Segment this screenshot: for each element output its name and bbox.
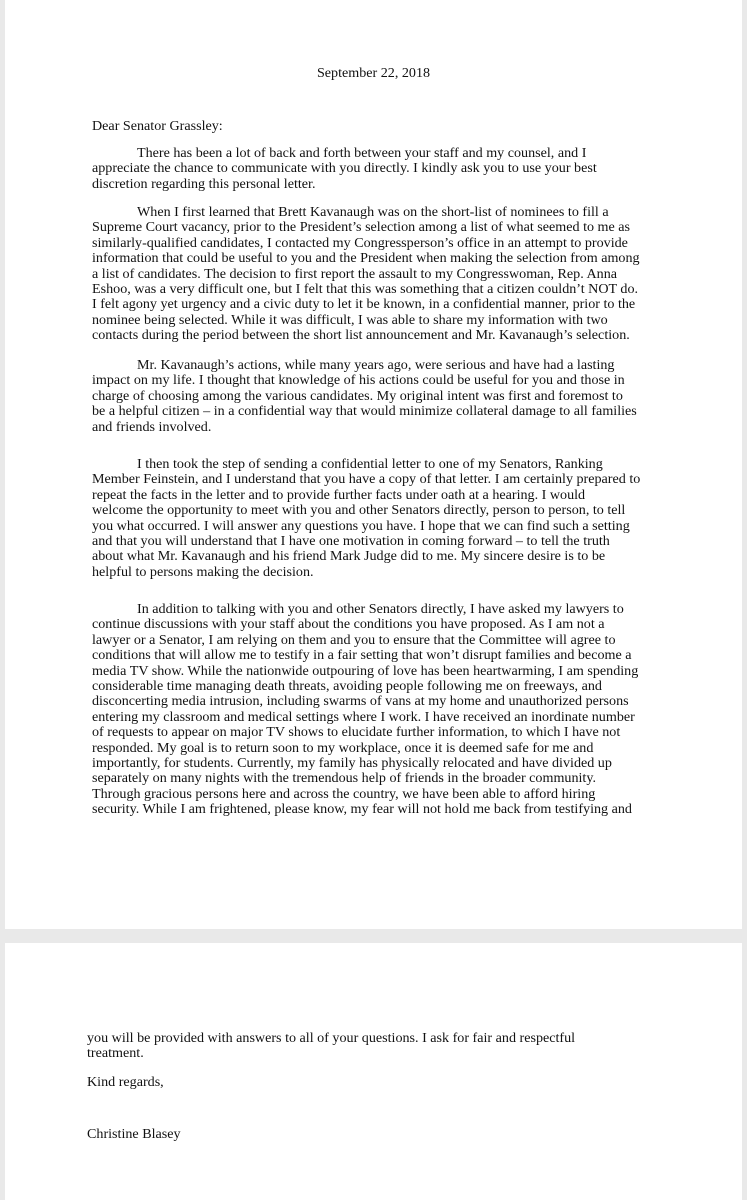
paragraph-line: There has been a lot of back and forth between your staff and my counsel, and I [137, 145, 587, 161]
salutation: Dear Senator Grassley: [92, 118, 223, 134]
paragraph-line: and friends involved. [92, 418, 212, 435]
paragraph-line: you what occurred. I will answer any questions you have. I hope that we can find such a setting [92, 517, 630, 534]
paragraph-line: security. While I am frightened, please know, my fear will not hold me back from testifying and [92, 801, 632, 818]
paragraph-line: disconcerting media intrusion, including swarms of vans at my home and unauthorized persons [92, 693, 629, 710]
paragraph-line: treatment. [87, 1045, 144, 1062]
paragraph-line: When I first learned that Brett Kavanaugh was on the short-list of nominees to fill a [137, 204, 609, 220]
paragraph-line: I felt agony yet urgency and a civic duty to let it be known, in a confidential manner, prior to the [92, 296, 636, 313]
paragraph-line: contacts during the period between the short list announcement and Mr. Kavanaugh’s selection. [92, 327, 630, 344]
paragraph-line: Supreme Court vacancy, prior to the President’s selection among a list of what seemed to me as [92, 219, 631, 236]
paragraph-line: conditions that will allow me to testify in a fair setting that won’t disrupt families and become a [92, 647, 632, 664]
letter-page-1 [5, 0, 742, 929]
paragraph-line: considerable time managing death threats, avoiding people following me on freeways, and [92, 678, 602, 695]
paragraph-line: information that could be useful to you and the President when making the selection from among [92, 250, 640, 267]
letter-page-2 [5, 943, 742, 1200]
paragraph-line: and that you will understand that I have one motivation in coming forward – to tell the truth [92, 533, 610, 550]
paragraph-4 [92, 457, 664, 580]
paragraph-line: responded. My goal is to return soon to my workplace, once it is deemed safe for me and [92, 739, 594, 756]
paragraph-line: I then took the step of sending a confidential letter to one of my Senators, Ranking [137, 456, 603, 472]
paragraph-line: nominee being selected. While it was difficult, I was able to share my information with two [92, 311, 608, 328]
paragraph-5 [92, 602, 664, 818]
paragraph-line: Eshoo, was a very difficult one, but I felt that this was something that a citizen couldn’t NOT do. [92, 281, 639, 298]
signature: Christine Blasey [87, 1126, 181, 1142]
paragraph-line: continue discussions with your staff about the conditions you have proposed. As I am not a [92, 616, 605, 633]
closing: Kind regards, [87, 1074, 164, 1090]
paragraph-line: separately on many nights with the tremendous help of friends in the broader community. [92, 770, 596, 787]
paragraph-line: helpful to persons making the decision. [92, 563, 314, 580]
paragraph-line: media TV show. While the nationwide outpouring of love has been heartwarming, I am spending [92, 662, 639, 679]
paragraph-line: impact on my life. I thought that knowledge of his actions could be useful for you and those in [92, 372, 625, 389]
paragraph-line: be a helpful citizen – in a confidential way that would minimize collateral damage to all families [92, 403, 637, 420]
paragraph-line: Through gracious persons here and across the country, we have been able to afford hiring [92, 785, 596, 802]
paragraph-line: welcome the opportunity to meet with you and other Senators directly, person to person, to tell [92, 502, 626, 519]
paragraph-line: a list of candidates. The decision to first report the assault to my Congresswoman, Rep. Anna [92, 265, 618, 282]
paragraph-line: of requests to appear on major TV shows to elucidate further information, to which I have not [92, 724, 621, 741]
paragraph-line: appreciate the chance to communicate with you directly. I kindly ask you to use your best [92, 160, 597, 177]
paragraph-line: similarly-qualified candidates, I contacted my Congressperson’s office in an attempt to provide [92, 234, 628, 251]
paragraph-line: Member Feinstein, and I understand that you have a copy of that letter. I am certainly prepared to [92, 471, 641, 488]
paragraph-line: charge of choosing among the various candidates. My original intent was first and foremost to [92, 387, 623, 404]
paragraph-line: In addition to talking with you and other Senators directly, I have asked my lawyers to [137, 601, 624, 617]
paragraph-line: about what Mr. Kavanaugh and his friend Mark Judge did to me. My sincere desire is to be [92, 548, 606, 565]
paragraph-line: you will be provided with answers to all of your questions. I ask for fair and respectful [87, 1030, 576, 1046]
paragraph-2 [92, 205, 664, 344]
paragraph-1 [92, 146, 664, 192]
paragraph-line: Mr. Kavanaugh’s actions, while many years ago, were serious and have had a lasting [137, 357, 615, 373]
paragraph-line: lawyer or a Senator, I am relying on them and you to ensure that the Committee will agree to [92, 631, 616, 648]
paragraph-line: entering my classroom and medical settings where I work. I have received an inordinate number [92, 708, 635, 725]
paragraph-line: importantly, for students. Currently, my family has physically relocated and have divided up [92, 755, 612, 772]
paragraph-line: discretion regarding this personal letter. [92, 175, 316, 192]
continuation-paragraph [87, 1031, 659, 1062]
paragraph-3 [92, 358, 664, 435]
paragraph-line: repeat the facts in the letter and to provide further facts under oath at a hearing. I would [92, 486, 586, 503]
letter-date: September 22, 2018 [316, 65, 431, 81]
